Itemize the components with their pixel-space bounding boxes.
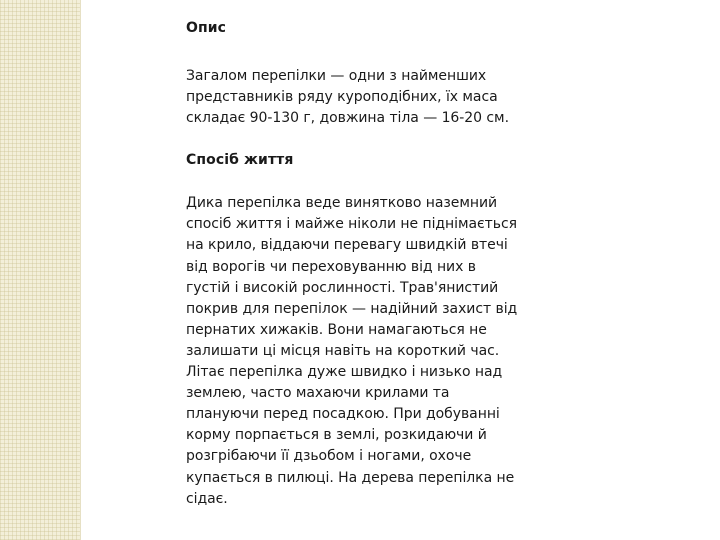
text-line: від ворогів чи переховуванню від них в (186, 258, 476, 275)
text-line: покрив для перепілок — надійний захист від (186, 300, 518, 317)
text-line: сідає. (186, 490, 228, 507)
section-heading-description: Опис (186, 20, 227, 36)
text-line: на крило, віддаючи перевагу швидкій втечі (186, 237, 508, 254)
text-line: плануючи перед посадкою. При добуванні (186, 406, 500, 423)
text-line: Літає перепілка дуже швидко і низько над (186, 364, 503, 381)
text-line: густій і високій рослинності. Трав'янистий (186, 279, 499, 296)
decorative-side-pattern (0, 0, 81, 540)
text-line: Дика перепілка веде винятково наземний (186, 195, 498, 212)
document-content (186, 18, 546, 510)
lifestyle-paragraph (186, 193, 546, 509)
text-line: пернатих хижаків. Вони намагаються не (186, 321, 487, 338)
text-line: спосіб життя і майже ніколи не піднімається (186, 216, 517, 233)
description-paragraph (186, 66, 546, 129)
text-line: розгрібаючи її дзьобом і ногами, охоче (186, 448, 472, 465)
text-line: землею, часто махаючи крилами та (186, 385, 450, 402)
text-line: корму порпається в землі, розкидаючи й (186, 427, 487, 444)
section-heading-lifestyle: Спосіб життя (186, 152, 294, 169)
text-line: складає 90-130 г, довжина тіла — 16-20 см. (186, 110, 509, 127)
text-line: купається в пилюці. На дерева перепілка не (186, 469, 515, 486)
text-line: представників ряду куроподібних, їх маса (186, 89, 498, 106)
text-line: залишати ці місця навіть на короткий час. (186, 342, 500, 359)
text-line: Загалом перепілки — одни з найменших (186, 68, 487, 84)
